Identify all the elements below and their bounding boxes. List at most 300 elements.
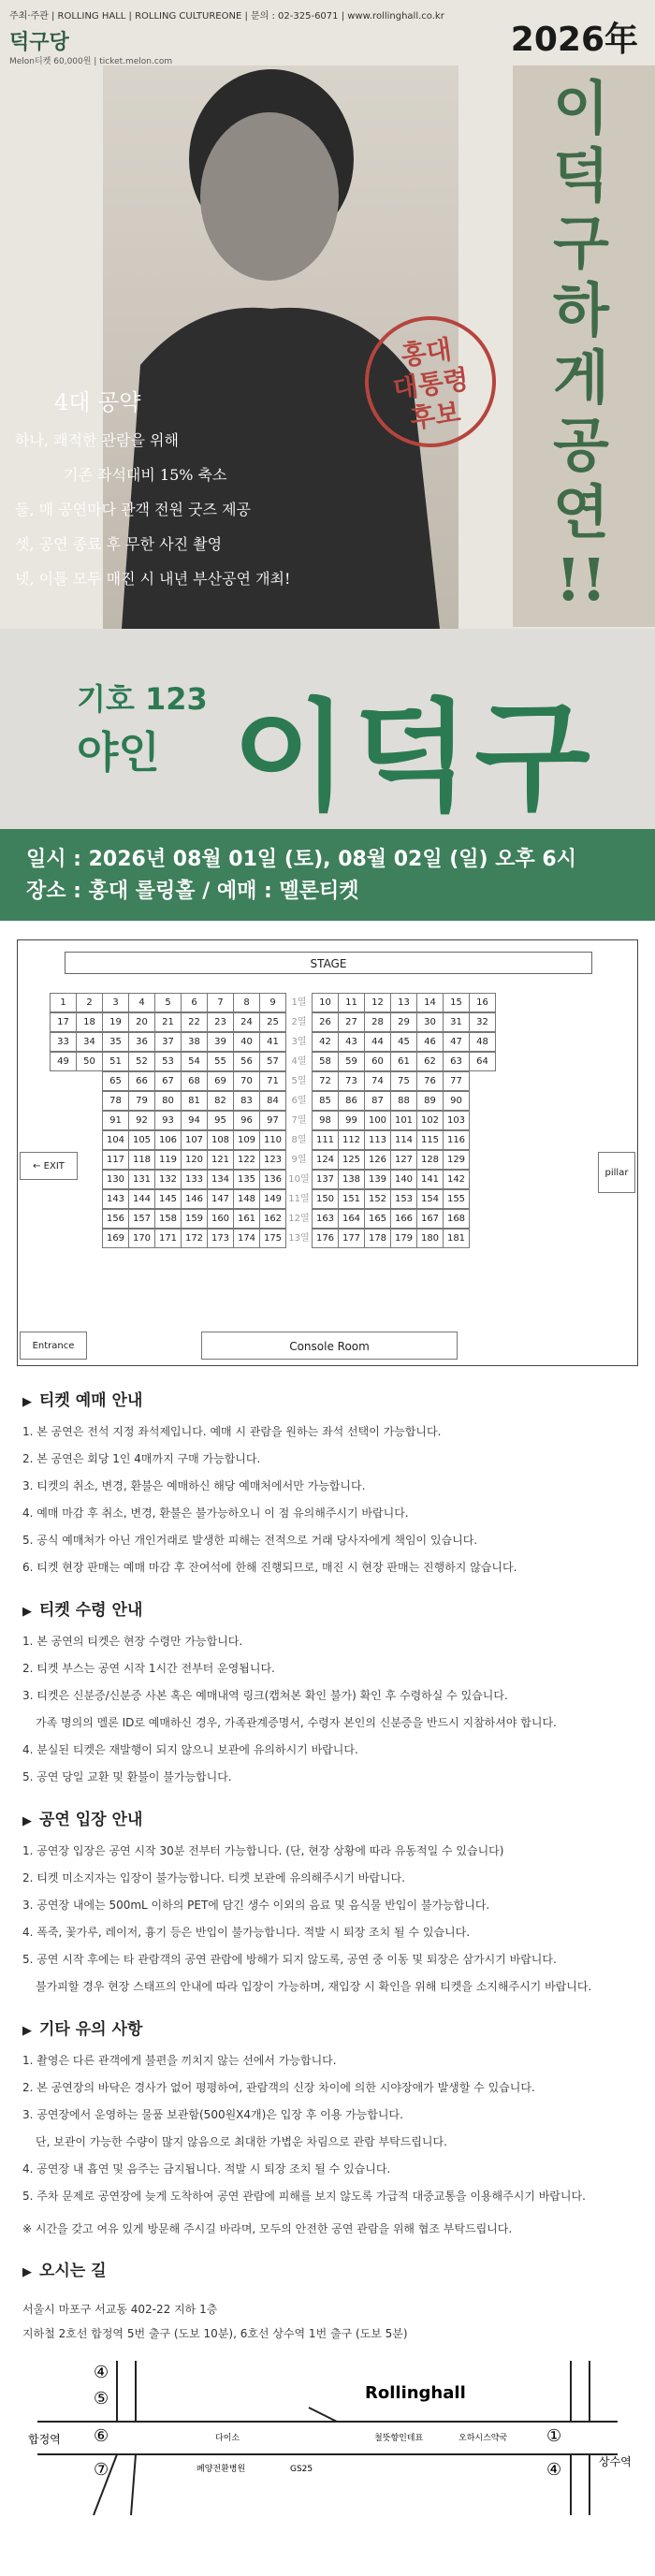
seat: 102 xyxy=(416,1111,444,1130)
event-venue: 장소 : 홍대 롤링홀 / 예매 : 멜론티켓 xyxy=(26,880,359,903)
seat: 157 xyxy=(128,1209,155,1229)
directions-title: ▶ 오시는 길 xyxy=(22,2257,633,2280)
seat: 43 xyxy=(338,1032,365,1052)
seat: 132 xyxy=(154,1170,182,1189)
seat: 73 xyxy=(338,1071,365,1091)
row-label: 3열 xyxy=(291,1037,307,1047)
notice-item: 가족 명의의 멜론 ID로 예매하신 경우, 가족관계증명서, 수령자 본인의 신분증을 반드시 지참하셔야 합니다. xyxy=(36,1716,557,1729)
seat: 138 xyxy=(338,1170,365,1189)
seat-gap xyxy=(76,1111,103,1130)
seat: 140 xyxy=(390,1170,417,1189)
seat: 7 xyxy=(207,993,234,1012)
seat: 105 xyxy=(128,1130,155,1150)
seat: 76 xyxy=(416,1071,444,1091)
notice-item: 2. 본 공연장의 바닥은 경사가 없어 평평하여, 관람객의 신장 차이에 의한 시야장애가 발생할 수 있습니다. xyxy=(22,2081,535,2094)
seat: 125 xyxy=(338,1150,365,1170)
notice-item: 5. 주차 문제로 공연장에 늦게 도착하여 공연 관람에 피해를 보지 않도록 가급적 대중교통을 이용해주시기 바랍니다. xyxy=(22,2190,586,2203)
candidate-number: 기호 123 xyxy=(77,681,208,717)
seat-gap xyxy=(50,1229,77,1248)
entrance-label: Entrance xyxy=(20,1332,87,1360)
seat: 93 xyxy=(154,1111,182,1130)
seat: 37 xyxy=(154,1032,182,1052)
exit-number: ④ xyxy=(94,2363,109,2382)
seat: 12 xyxy=(364,993,391,1012)
seat-gap xyxy=(50,1091,77,1111)
seat: 66 xyxy=(128,1071,155,1091)
seat-row xyxy=(50,1189,495,1209)
seat: 175 xyxy=(259,1229,286,1248)
seat: 64 xyxy=(469,1052,496,1071)
notice-item: 6. 티켓 현장 판매는 예매 마감 후 잔여석에 한해 진행되므로, 매진 시 현장 판매는 진행하지 않습니다. xyxy=(22,1561,517,1574)
seat: 75 xyxy=(390,1071,417,1091)
seat-row xyxy=(50,1150,495,1170)
seat: 30 xyxy=(416,1012,444,1032)
notice-item: 2. 티켓 부스는 공연 시작 1시간 전부터 운영됩니다. xyxy=(22,1662,275,1675)
seat: 65 xyxy=(102,1071,129,1091)
pledge-item xyxy=(15,532,502,554)
hapjeong-label: 합정역 xyxy=(28,2433,61,2446)
seat-row xyxy=(50,1229,495,1248)
seat: 6 xyxy=(181,993,208,1012)
seat: 153 xyxy=(390,1189,417,1209)
seat-gap xyxy=(76,1189,103,1209)
seat: 20 xyxy=(128,1012,155,1032)
seat: 119 xyxy=(154,1150,182,1170)
seat: 142 xyxy=(443,1170,470,1189)
seat: 91 xyxy=(102,1111,129,1130)
row-label: 1열 xyxy=(291,997,307,1008)
seat: 133 xyxy=(181,1170,208,1189)
seat-gap xyxy=(76,1150,103,1170)
seat-gap xyxy=(76,1130,103,1150)
seat-grid xyxy=(50,993,495,1248)
seat: 17 xyxy=(50,1012,77,1032)
seat: 21 xyxy=(154,1012,182,1032)
seat: 60 xyxy=(364,1052,391,1071)
pillar-label: pillar xyxy=(598,1152,635,1193)
seat: 95 xyxy=(207,1111,234,1130)
slogan-char: 공 xyxy=(553,411,609,479)
seat: 61 xyxy=(390,1052,417,1071)
seat: 44 xyxy=(364,1032,391,1052)
seat: 165 xyxy=(364,1209,391,1229)
notice-section xyxy=(0,2016,655,2205)
seat: 179 xyxy=(390,1229,417,1248)
seat: 11 xyxy=(338,993,365,1012)
seat: 69 xyxy=(207,1071,234,1091)
notice-item: 1. 공연장 입장은 공연 시작 30분 전부터 가능합니다. (단, 현장 상황에 따라 유동적일 수 있습니다) xyxy=(22,1844,504,1857)
seat: 124 xyxy=(312,1150,339,1170)
row-label: 5열 xyxy=(291,1076,307,1086)
seat: 56 xyxy=(233,1052,260,1071)
seat: 146 xyxy=(181,1189,208,1209)
seat: 25 xyxy=(259,1012,286,1032)
exit-number: ④ xyxy=(546,2460,562,2480)
notice-item: 단, 보관이 가능한 수량이 많지 않음으로 최대한 가볍운 차림으로 관람 부탁드립니다. xyxy=(36,2135,447,2148)
seat: 36 xyxy=(128,1032,155,1052)
seat: 84 xyxy=(259,1091,286,1111)
seat: 87 xyxy=(364,1091,391,1111)
seat: 122 xyxy=(233,1150,260,1170)
seat: 4 xyxy=(128,993,155,1012)
seat: 58 xyxy=(312,1052,339,1071)
seat: 5 xyxy=(154,993,182,1012)
seat: 112 xyxy=(338,1130,365,1150)
seat: 141 xyxy=(416,1170,444,1189)
section-title: ▶ 티켓 수령 안내 xyxy=(22,1596,633,1620)
notice-item: 5. 공연 시작 후에는 타 관람객의 공연 관람에 방해가 되지 않도록, 공연 중 이동 및 퇴장은 삼가시기 바랍니다. xyxy=(22,1953,557,1966)
seat: 148 xyxy=(233,1189,260,1209)
seat: 8 xyxy=(233,993,260,1012)
seat: 103 xyxy=(443,1111,470,1130)
slogan-char: !! xyxy=(555,546,607,614)
seat: 15 xyxy=(443,993,470,1012)
place-label: GS25 xyxy=(290,2465,313,2474)
exit-label: ← EXIT xyxy=(20,1152,78,1180)
seat: 143 xyxy=(102,1189,129,1209)
seat-gap xyxy=(50,1071,77,1091)
seat: 28 xyxy=(364,1012,391,1032)
hero-banner xyxy=(0,0,655,629)
seat: 126 xyxy=(364,1150,391,1170)
seat: 10 xyxy=(312,993,339,1012)
notice-item: 4. 분실된 티켓은 재발행이 되지 않으니 보관에 유의하시기 바랍니다. xyxy=(22,1743,358,1756)
seat: 72 xyxy=(312,1071,339,1091)
notice-item: 4. 공연장 내 흡연 및 음주는 금지됩니다. 적발 시 퇴장 조치 될 수 있습니다. xyxy=(22,2162,391,2176)
pledge-text: 둘, 매 공연마다 관객 전원 굿즈 제공 xyxy=(15,501,251,518)
notice-section xyxy=(0,1387,655,1576)
seat-gap xyxy=(76,1091,103,1111)
seat: 113 xyxy=(364,1130,391,1150)
seat: 26 xyxy=(312,1012,339,1032)
row-label: 10열 xyxy=(288,1174,310,1185)
row-label: 11열 xyxy=(288,1194,310,1204)
notice-item: 2. 본 공연은 회당 1인 4매까지 구매 가능합니다. xyxy=(22,1452,261,1465)
seat: 38 xyxy=(181,1032,208,1052)
seat: 108 xyxy=(207,1130,234,1150)
seat: 168 xyxy=(443,1209,470,1229)
seat: 97 xyxy=(259,1111,286,1130)
seat-row xyxy=(50,993,495,1012)
seat: 34 xyxy=(76,1032,103,1052)
seat: 96 xyxy=(233,1111,260,1130)
seat: 150 xyxy=(312,1189,339,1209)
notice-item: 불가피할 경우 현장 스태프의 안내에 따라 입장이 가능하며, 재입장 시 확인을 위해 티켓을 소지해주시기 바랍니다. xyxy=(36,1980,592,1993)
seat: 134 xyxy=(207,1170,234,1189)
seat: 74 xyxy=(364,1071,391,1091)
seat: 2 xyxy=(76,993,103,1012)
seat-row xyxy=(50,1111,495,1130)
seat: 68 xyxy=(181,1071,208,1091)
row-label: 4열 xyxy=(291,1056,307,1067)
seat: 71 xyxy=(259,1071,286,1091)
seat: 149 xyxy=(259,1189,286,1209)
pledge-text: 넷, 이틀 모두 매진 시 내년 부산공연 개최! xyxy=(15,570,291,588)
seat: 155 xyxy=(443,1189,470,1209)
seat: 100 xyxy=(364,1111,391,1130)
seat: 94 xyxy=(181,1111,208,1130)
pledge-item xyxy=(15,567,502,589)
slogan-char: 게 xyxy=(553,343,609,412)
seat: 156 xyxy=(102,1209,129,1229)
seat-gap xyxy=(76,1209,103,1229)
section-title: ▶ 공연 입장 안내 xyxy=(22,1806,633,1829)
slogan-char: 덕 xyxy=(553,141,609,210)
seat: 154 xyxy=(416,1189,444,1209)
notice-sections xyxy=(0,1387,655,2205)
seat: 120 xyxy=(181,1150,208,1170)
row-label: 6열 xyxy=(291,1096,307,1106)
seat: 57 xyxy=(259,1052,286,1071)
stage: STAGE xyxy=(65,952,592,974)
seat-gap xyxy=(50,1189,77,1209)
seat: 111 xyxy=(312,1130,339,1150)
place-label: 다이소 xyxy=(215,2434,240,2443)
seat: 121 xyxy=(207,1150,234,1170)
place-label: 오하시스약국 xyxy=(458,2434,508,2443)
seat: 137 xyxy=(312,1170,339,1189)
seat: 180 xyxy=(416,1229,444,1248)
seat: 164 xyxy=(338,1209,365,1229)
slogan-char: 이 xyxy=(553,74,609,142)
pledge-item xyxy=(15,498,502,519)
seat-row xyxy=(50,1091,495,1111)
event-info-bar xyxy=(0,829,655,921)
seat: 116 xyxy=(443,1130,470,1150)
seat: 32 xyxy=(469,1012,496,1032)
pledge-title: 4대 공약 xyxy=(54,389,141,415)
seat-gap xyxy=(50,1209,77,1229)
seat: 139 xyxy=(364,1170,391,1189)
notice-item: 3. 공연장 내에는 500mL 이하의 PET에 담긴 생수 이외의 음료 및 음식물 반입이 불가능합니다. xyxy=(22,1899,490,1912)
stamp-line: 후보 xyxy=(407,397,463,435)
pledge-subtext: 기존 좌석대비 15% 축소 xyxy=(64,466,227,484)
seat: 173 xyxy=(207,1229,234,1248)
seat: 145 xyxy=(154,1189,182,1209)
title-section xyxy=(0,629,655,829)
exit-number: ⑦ xyxy=(94,2460,109,2480)
location-map xyxy=(0,2351,655,2520)
seat: 144 xyxy=(128,1189,155,1209)
seat: 29 xyxy=(390,1012,417,1032)
seat: 106 xyxy=(154,1130,182,1150)
seat: 99 xyxy=(338,1111,365,1130)
seat-row xyxy=(50,1209,495,1229)
seat: 13 xyxy=(390,993,417,1012)
seat-row xyxy=(50,1052,495,1071)
notice-item: 1. 촬영은 다른 관객에게 불편을 끼치지 않는 선에서 가능합니다. xyxy=(22,2054,337,2067)
seat: 55 xyxy=(207,1052,234,1071)
slogan-char: 하 xyxy=(553,276,609,344)
notice-item: 5. 공식 예매처가 아닌 개인거래로 발생한 피해는 전적으로 거래 당사자에게 책임이 있습니다. xyxy=(22,1534,478,1547)
seat: 80 xyxy=(154,1091,182,1111)
directions-section xyxy=(0,2257,655,2280)
seat-row xyxy=(50,1130,495,1150)
row-label: 9열 xyxy=(291,1155,307,1165)
seat-row xyxy=(50,1012,495,1032)
seat: 167 xyxy=(416,1209,444,1229)
pledge-text: 하나, 쾌적한 관람을 위해 xyxy=(15,431,179,449)
seat: 171 xyxy=(154,1229,182,1248)
seat: 101 xyxy=(390,1111,417,1130)
seat: 90 xyxy=(443,1091,470,1111)
notice-item: 3. 티켓은 신분증/신분증 사본 혹은 예매내역 링크(캡쳐본 확인 불가) 확인 후 수령하실 수 있습니다. xyxy=(22,1689,508,1702)
seat: 70 xyxy=(233,1071,260,1091)
row-label: 2열 xyxy=(291,1017,307,1027)
seat: 81 xyxy=(181,1091,208,1111)
pledge-text: 셋, 공연 종료 후 무한 사진 촬영 xyxy=(15,535,223,553)
notice-item: 1. 본 공연은 전석 지정 좌석제입니다. 예매 시 관람을 원하는 좌석 선택이 가능합니다. xyxy=(22,1425,442,1438)
place-label: 폐양전환병원 xyxy=(196,2465,246,2474)
seat-gap xyxy=(76,1071,103,1091)
seat: 89 xyxy=(416,1091,444,1111)
seat: 50 xyxy=(76,1052,103,1071)
seat: 136 xyxy=(259,1170,286,1189)
seat-gap xyxy=(76,1170,103,1189)
organizer-line: 주최·주관 | ROLLING HALL | ROLLING CULTUREONE | 문의 : 02-325-6071 | www.rollinghall.co.kr xyxy=(9,11,444,22)
seat: 135 xyxy=(233,1170,260,1189)
seat: 161 xyxy=(233,1209,260,1229)
seat-gap xyxy=(50,1111,77,1130)
seat: 9 xyxy=(259,993,286,1012)
seat: 51 xyxy=(102,1052,129,1071)
seat: 109 xyxy=(233,1130,260,1150)
seat: 45 xyxy=(390,1032,417,1052)
seat: 127 xyxy=(390,1150,417,1170)
seat: 85 xyxy=(312,1091,339,1111)
seat: 123 xyxy=(259,1150,286,1170)
seat: 41 xyxy=(259,1032,286,1052)
seat: 46 xyxy=(416,1032,444,1052)
seat: 40 xyxy=(233,1032,260,1052)
seat: 176 xyxy=(312,1229,339,1248)
seat: 42 xyxy=(312,1032,339,1052)
seat: 79 xyxy=(128,1091,155,1111)
seat: 59 xyxy=(338,1052,365,1071)
seat: 16 xyxy=(469,993,496,1012)
seat: 62 xyxy=(416,1052,444,1071)
seat: 152 xyxy=(364,1189,391,1209)
seat: 181 xyxy=(443,1229,470,1248)
seat: 39 xyxy=(207,1032,234,1052)
seat: 47 xyxy=(443,1032,470,1052)
exit-number: ⑥ xyxy=(94,2426,109,2446)
exit-number: ⑤ xyxy=(94,2389,109,2409)
address: 서울시 마포구 서교동 402-22 지하 1층 xyxy=(22,2303,218,2316)
seat-row xyxy=(50,1032,495,1052)
seat-row xyxy=(50,1170,495,1189)
seat: 130 xyxy=(102,1170,129,1189)
seat: 35 xyxy=(102,1032,129,1052)
seating-chart xyxy=(17,939,638,1366)
seat: 128 xyxy=(416,1150,444,1170)
brand-logo: 덕구당 xyxy=(9,31,69,54)
seat: 92 xyxy=(128,1111,155,1130)
candidate-party: 야인 xyxy=(77,727,160,778)
seat: 53 xyxy=(154,1052,182,1071)
slogan-char: 구 xyxy=(553,209,609,277)
seat: 77 xyxy=(443,1071,470,1091)
seat: 49 xyxy=(50,1052,77,1071)
seat: 31 xyxy=(443,1012,470,1032)
notice-section xyxy=(0,1806,655,1995)
section-title: ▶ 티켓 예매 안내 xyxy=(22,1387,633,1410)
seat: 107 xyxy=(181,1130,208,1150)
seat: 110 xyxy=(259,1130,286,1150)
seat: 18 xyxy=(76,1012,103,1032)
seat: 78 xyxy=(102,1091,129,1111)
seat-row xyxy=(50,1071,495,1091)
console-room-label: Console Room xyxy=(201,1332,458,1360)
seat-gap xyxy=(50,1130,77,1150)
seat: 158 xyxy=(154,1209,182,1229)
ticket-info: Melon티켓 60,000원 | ticket.melon.com xyxy=(9,57,173,66)
seat: 114 xyxy=(390,1130,417,1150)
notice-item: 2. 티켓 미소지자는 입장이 불가능합니다. 티켓 보관에 유의해주시기 바랍니다. xyxy=(22,1871,405,1885)
seat: 131 xyxy=(128,1170,155,1189)
seat: 88 xyxy=(390,1091,417,1111)
seat: 14 xyxy=(416,993,444,1012)
stamp-line: 대통령 xyxy=(390,363,471,405)
bottom-note: ※ 시간을 갖고 여유 있게 방문해 주시길 바라며, 모두의 안전한 공연 관람을 위해 협조 부탁드립니다. xyxy=(22,2222,513,2235)
sangsu-label: 상수역 xyxy=(599,2455,632,2468)
seat: 86 xyxy=(338,1091,365,1111)
venue-label: Rollinghall xyxy=(365,2383,466,2403)
seat: 177 xyxy=(338,1229,365,1248)
seat: 67 xyxy=(154,1071,182,1091)
seat: 166 xyxy=(390,1209,417,1229)
seat: 83 xyxy=(233,1091,260,1111)
row-label: 12열 xyxy=(288,1214,310,1224)
pledge-item xyxy=(15,429,502,485)
seat: 48 xyxy=(469,1032,496,1052)
seat: 117 xyxy=(102,1150,129,1170)
place-label: 철뜻향인테표 xyxy=(374,2434,424,2443)
row-label: 13열 xyxy=(288,1233,310,1244)
seat: 169 xyxy=(102,1229,129,1248)
stamp-line: 홍대 xyxy=(399,333,454,371)
seat: 19 xyxy=(102,1012,129,1032)
section-title: ▶ 기타 유의 사항 xyxy=(22,2016,633,2039)
seat: 163 xyxy=(312,1209,339,1229)
seat: 129 xyxy=(443,1150,470,1170)
year-label: 2026年 xyxy=(510,21,638,59)
notice-item: 3. 티켓의 취소, 변경, 환불은 예매하신 해당 예매처에서만 가능합니다. xyxy=(22,1479,366,1492)
seat: 178 xyxy=(364,1229,391,1248)
slogan-char: 연 xyxy=(553,478,609,546)
seat: 174 xyxy=(233,1229,260,1248)
seat: 118 xyxy=(128,1150,155,1170)
seat: 54 xyxy=(181,1052,208,1071)
directions-text xyxy=(0,2293,655,2346)
notice-section xyxy=(0,1596,655,1785)
seat: 3 xyxy=(102,993,129,1012)
seat: 23 xyxy=(207,1012,234,1032)
artist-name: 이덕구 xyxy=(232,688,596,827)
seat: 27 xyxy=(338,1012,365,1032)
notice-item: 5. 공연 당일 교환 및 환불이 불가능합니다. xyxy=(22,1770,232,1783)
seat: 82 xyxy=(207,1091,234,1111)
seat: 63 xyxy=(443,1052,470,1071)
subway-info: 지하철 2호선 합정역 5번 출구 (도보 10분), 6호선 상수역 1번 출구 (도보 5분) xyxy=(22,2327,408,2340)
notice-item: 3. 공연장에서 운영하는 물품 보관함(500원X4개)은 입장 후 이용 가능합니다. xyxy=(22,2108,403,2121)
notice-item: 4. 예매 마감 후 취소, 변경, 환불은 불가능하오니 이 점 유의해주시기 바랍니다. xyxy=(22,1506,409,1520)
seat: 24 xyxy=(233,1012,260,1032)
seat: 172 xyxy=(181,1229,208,1248)
row-label: 8열 xyxy=(291,1135,307,1145)
seat: 104 xyxy=(102,1130,129,1150)
exit-number: ① xyxy=(546,2426,562,2446)
